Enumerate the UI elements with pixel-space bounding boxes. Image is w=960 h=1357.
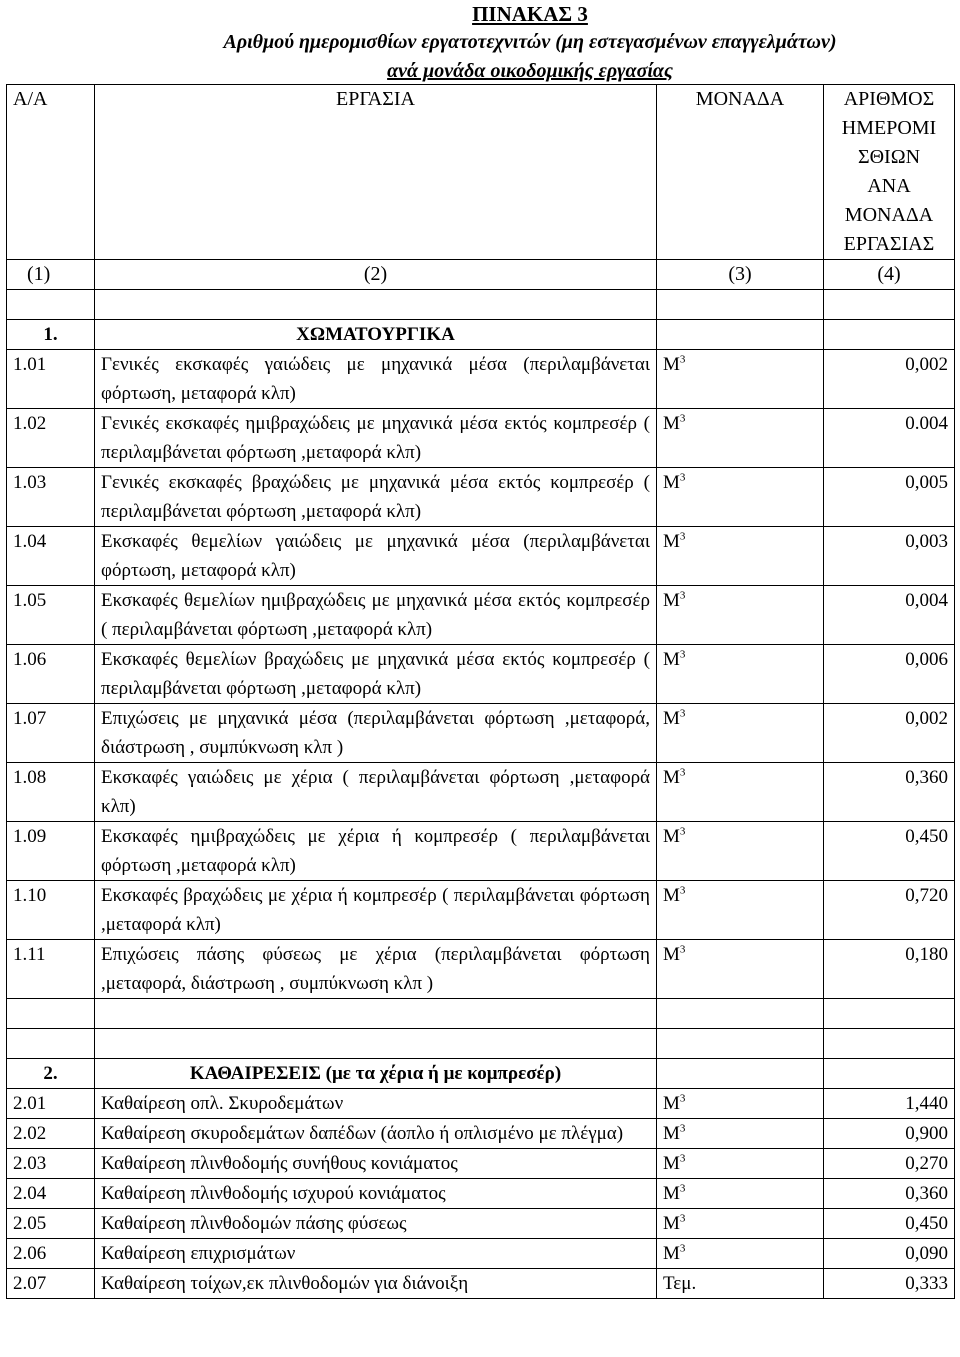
unit-text: Μ xyxy=(663,1243,680,1264)
row-description: Εκσκαφές θεμελίων βραχώδεις με μηχανικά μέσα εκτός κομπρεσέρ ( περιλαμβάνεται φόρτωση ,μεταφορά κλπ) xyxy=(95,645,657,704)
section-1-title: ΧΩΜΑΤΟΥΡΓΙΚΑ xyxy=(95,320,657,350)
row-unit xyxy=(657,350,824,409)
row-unit xyxy=(657,763,824,822)
row-unit xyxy=(657,409,824,468)
table-row xyxy=(7,1119,955,1149)
row-value: 0,450 xyxy=(824,1209,955,1239)
row-value: 0,450 xyxy=(824,822,955,881)
table-header-row xyxy=(7,85,955,260)
table-row xyxy=(7,704,955,763)
unit-text: Μ xyxy=(663,649,680,670)
unit-text: Μ xyxy=(663,885,680,906)
row-description: Εκσκαφές βραχώδεις με χέρια ή κομπρεσέρ ( περιλαμβάνεται φόρτωση ,μεταφορά κλπ) xyxy=(95,881,657,940)
unit-superscript: 3 xyxy=(679,1122,686,1135)
row-value: 0,180 xyxy=(824,940,955,999)
page-title: ΠΙΝΑΚΑΣ 3 xyxy=(472,2,588,26)
table-row xyxy=(7,1179,955,1209)
row-value: 0,720 xyxy=(824,881,955,940)
unit-superscript: 3 xyxy=(679,1152,686,1165)
row-unit xyxy=(657,940,824,999)
unit-text: Μ xyxy=(663,767,680,788)
unit-text: Μ xyxy=(663,590,680,611)
row-value: 0,005 xyxy=(824,468,955,527)
unit-superscript: 3 xyxy=(679,1212,686,1225)
header-count-line: ΣΘΙΩΝ xyxy=(857,146,921,168)
row-description: Καθαίρεση πλινθοδομής ισχυρού κονιάματος xyxy=(95,1179,657,1209)
section-2-header-row xyxy=(7,1059,955,1089)
row-value: 0,270 xyxy=(824,1149,955,1179)
unit-text: Μ xyxy=(663,413,680,434)
row-description: Επιχώσεις πάσης φύσεως με χέρια (περιλαμβάνεται φόρτωση ,μεταφορά, διάστρωση , συμπύκνωση κλπ ) xyxy=(95,940,657,999)
row-value: 0,002 xyxy=(824,350,955,409)
section-1-header-row xyxy=(7,320,955,350)
column-number-1: (1) xyxy=(7,260,95,290)
table-row xyxy=(7,822,955,881)
table-row xyxy=(7,940,955,999)
table-row xyxy=(7,1209,955,1239)
unit-superscript: 3 xyxy=(679,530,686,543)
unit-text: Μ xyxy=(663,1183,680,1204)
spacer-row xyxy=(7,999,955,1029)
row-number: 2.04 xyxy=(7,1179,95,1209)
row-description: Καθαίρεση πλινθοδομής συνήθους κονιάματος xyxy=(95,1149,657,1179)
table-row xyxy=(7,763,955,822)
unit-superscript: 3 xyxy=(679,1242,686,1255)
row-value: 0,900 xyxy=(824,1119,955,1149)
unit-text: Τεμ. xyxy=(663,1273,697,1294)
unit-text: Μ xyxy=(663,531,680,552)
row-value: 0,360 xyxy=(824,1179,955,1209)
section-2-title: ΚΑΘΑΙΡΕΣΕΙΣ (με τα χέρια ή με κομπρεσέρ) xyxy=(95,1059,657,1089)
unit-superscript: 3 xyxy=(679,825,686,838)
row-value: 0,004 xyxy=(824,586,955,645)
row-unit xyxy=(657,1269,824,1299)
row-value: 0,003 xyxy=(824,527,955,586)
row-description: Εκσκαφές γαιώδεις με χέρια ( περιλαμβάνεται φόρτωση ,μεταφορά κλπ) xyxy=(95,763,657,822)
unit-superscript: 3 xyxy=(679,353,686,366)
row-number: 1.05 xyxy=(7,586,95,645)
row-unit xyxy=(657,527,824,586)
row-description: Επιχώσεις με μηχανικά μέσα (περιλαμβάνεται φόρτωση ,μεταφορά, διάστρωση , συμπύκνωση κλπ ) xyxy=(95,704,657,763)
subtitle-line-1: Αριθμού ημερομισθίων εργατοτεχνιτών (μη εστεγασμένων επαγγελμάτων) xyxy=(223,31,837,53)
row-number: 1.06 xyxy=(7,645,95,704)
row-number: 2.02 xyxy=(7,1119,95,1149)
row-unit xyxy=(657,1209,824,1239)
unit-text: Μ xyxy=(663,826,680,847)
column-numbers-row xyxy=(7,260,955,290)
table-row xyxy=(7,409,955,468)
unit-superscript: 3 xyxy=(679,884,686,897)
table-row xyxy=(7,468,955,527)
table-row xyxy=(7,1239,955,1269)
row-number: 1.09 xyxy=(7,822,95,881)
subtitle-line-2 xyxy=(0,59,960,83)
row-unit xyxy=(657,1239,824,1269)
row-unit xyxy=(657,1119,824,1149)
unit-superscript: 3 xyxy=(679,1182,686,1195)
unit-superscript: 3 xyxy=(679,412,686,425)
spacer-row xyxy=(7,290,955,320)
unit-superscript: 3 xyxy=(679,471,686,484)
row-description: Εκσκαφές ημιβραχώδεις με χέρια ή κομπρεσέρ ( περιλαμβάνεται φόρτωση ,μεταφορά κλπ) xyxy=(95,822,657,881)
table-row xyxy=(7,527,955,586)
table-row xyxy=(7,1149,955,1179)
row-description: Εκσκαφές θεμελίων γαιώδεις με μηχανικά μέσα (περιλαμβάνεται φόρτωση, μεταφορά κλπ) xyxy=(95,527,657,586)
row-value: 0,090 xyxy=(824,1239,955,1269)
unit-text: Μ xyxy=(663,354,680,375)
row-number: 1.03 xyxy=(7,468,95,527)
header-aa: Α/Α xyxy=(7,85,95,260)
unit-superscript: 3 xyxy=(679,766,686,779)
workdays-table xyxy=(6,84,955,1299)
row-number: 2.07 xyxy=(7,1269,95,1299)
spacer-row xyxy=(7,1029,955,1059)
row-number: 2.05 xyxy=(7,1209,95,1239)
header-count-line: ΜΟΝΑΔΑ xyxy=(844,204,934,226)
row-unit xyxy=(657,704,824,763)
row-value: 0,006 xyxy=(824,645,955,704)
unit-superscript: 3 xyxy=(679,707,686,720)
row-unit xyxy=(657,1149,824,1179)
row-description: Γενικές εκσκαφές γαιώδεις με μηχανικά μέσα (περιλαμβάνεται φόρτωση, μεταφορά κλπ) xyxy=(95,350,657,409)
header-count xyxy=(824,85,955,260)
unit-text: Μ xyxy=(663,1093,680,1114)
header-count-line: ΕΡΓΑΣΙΑΣ xyxy=(843,233,935,255)
table-row xyxy=(7,1089,955,1119)
row-number: 1.08 xyxy=(7,763,95,822)
row-description: Καθαίρεση τοίχων,εκ πλινθοδομών για διάνοιξη xyxy=(95,1269,657,1299)
row-number: 1.07 xyxy=(7,704,95,763)
unit-superscript: 3 xyxy=(679,648,686,661)
row-value: 0,333 xyxy=(824,1269,955,1299)
unit-text: Μ xyxy=(663,472,680,493)
row-number: 2.01 xyxy=(7,1089,95,1119)
row-unit xyxy=(657,822,824,881)
header-count-line: ΑΝΑ xyxy=(867,175,911,197)
row-number: 1.02 xyxy=(7,409,95,468)
row-unit xyxy=(657,1089,824,1119)
row-description: Καθαίρεση επιχρισμάτων xyxy=(95,1239,657,1269)
row-unit xyxy=(657,586,824,645)
unit-text: Μ xyxy=(663,944,680,965)
column-number-4: (4) xyxy=(824,260,955,290)
header-unit: ΜΟΝΑΔΑ xyxy=(657,85,824,260)
row-number: 1.01 xyxy=(7,350,95,409)
unit-superscript: 3 xyxy=(679,589,686,602)
row-number: 1.04 xyxy=(7,527,95,586)
column-number-3: (3) xyxy=(657,260,824,290)
table-row xyxy=(7,1269,955,1299)
row-description: Γενικές εκσκαφές βραχώδεις με μηχανικά μέσα εκτός κομπρεσέρ ( περιλαμβάνεται φόρτωση ,μεταφορά κλπ) xyxy=(95,468,657,527)
unit-text: Μ xyxy=(663,708,680,729)
unit-text: Μ xyxy=(663,1213,680,1234)
row-value: 0,360 xyxy=(824,763,955,822)
row-description: Γενικές εκσκαφές ημιβραχώδεις με μηχανικά μέσα εκτός κομπρεσέρ ( περιλαμβάνεται φόρτωση ,μεταφορά κλπ) xyxy=(95,409,657,468)
row-value: 0,002 xyxy=(824,704,955,763)
table-row xyxy=(7,586,955,645)
row-unit xyxy=(657,881,824,940)
row-description: Καθαίρεση οπλ. Σκυροδεμάτων xyxy=(95,1089,657,1119)
row-value: 0.004 xyxy=(824,409,955,468)
header-count-line: ΑΡΙΘΜΟΣ xyxy=(843,88,935,110)
section-1-number: 1. xyxy=(7,320,95,350)
section-2-number: 2. xyxy=(7,1059,95,1089)
row-value: 1,440 xyxy=(824,1089,955,1119)
header-count-line: ΗΜΕΡΟΜΙ xyxy=(841,117,937,139)
unit-text: Μ xyxy=(663,1123,680,1144)
row-unit xyxy=(657,1179,824,1209)
row-description: Καθαίρεση σκυροδεμάτων δαπέδων (άοπλο ή οπλισμένο με πλέγμα) xyxy=(95,1119,657,1149)
row-number: 1.11 xyxy=(7,940,95,999)
table-row xyxy=(7,645,955,704)
table-row xyxy=(7,881,955,940)
row-number: 2.06 xyxy=(7,1239,95,1269)
subtitle-line-2-text: ανά μονάδα οικοδομικής εργασίας xyxy=(387,60,673,82)
table-row xyxy=(7,350,955,409)
column-number-2: (2) xyxy=(95,260,657,290)
row-description: Εκσκαφές θεμελίων ημιβραχώδεις με μηχανικά μέσα εκτός κομπρεσέρ ( περιλαμβάνεται φόρτωση ,μεταφορά κλπ) xyxy=(95,586,657,645)
row-unit xyxy=(657,468,824,527)
row-description: Καθαίρεση πλινθοδομών πάσης φύσεως xyxy=(95,1209,657,1239)
unit-superscript: 3 xyxy=(679,1092,686,1105)
unit-text: Μ xyxy=(663,1153,680,1174)
row-number: 2.03 xyxy=(7,1149,95,1179)
unit-superscript: 3 xyxy=(679,943,686,956)
row-unit xyxy=(657,645,824,704)
row-number: 1.10 xyxy=(7,881,95,940)
header-work: ΕΡΓΑΣΙΑ xyxy=(95,85,657,260)
